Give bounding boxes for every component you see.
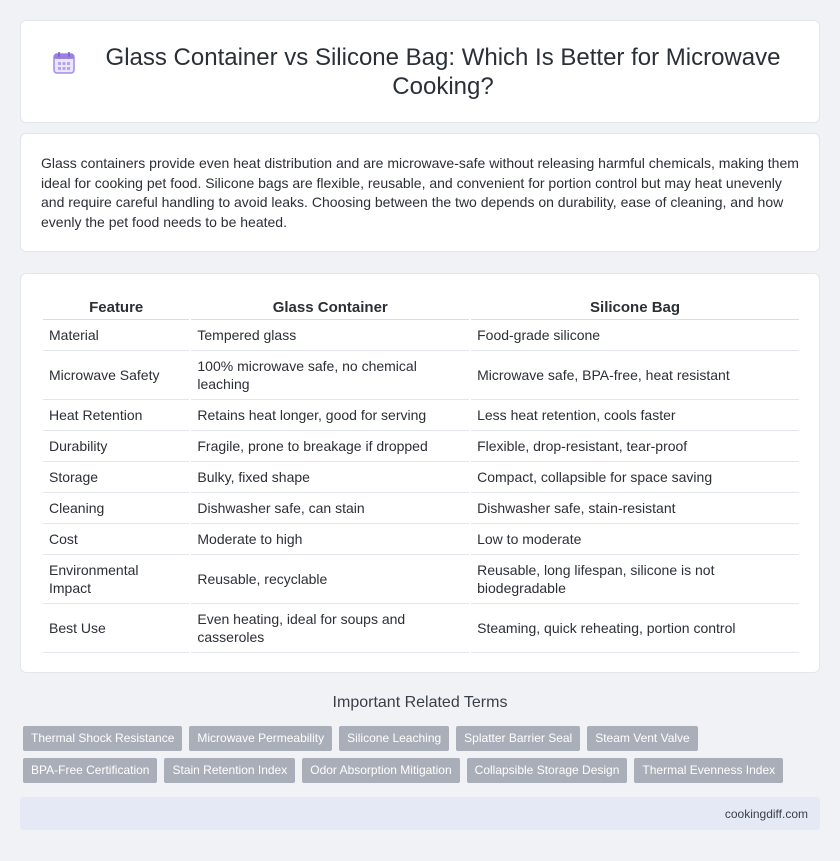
glass-cell: Tempered glass <box>191 320 469 351</box>
table-row <box>43 524 799 555</box>
silicone-cell: Less heat retention, cools faster <box>471 400 799 431</box>
table-row <box>43 462 799 493</box>
table-row <box>43 493 799 524</box>
table-row <box>43 604 799 653</box>
silicone-cell: Steaming, quick reheating, portion control <box>471 604 799 653</box>
glass-cell: Retains heat longer, good for serving <box>191 400 469 431</box>
feature-cell: Microwave Safety <box>43 351 189 400</box>
table-row <box>43 400 799 431</box>
silicone-cell: Dishwasher safe, stain-resistant <box>471 493 799 524</box>
term-tag[interactable]: Thermal Shock Resistance <box>23 726 182 751</box>
intro-card <box>20 133 820 252</box>
glass-cell: 100% microwave safe, no chemical leaching <box>191 351 469 400</box>
comparison-card <box>20 273 820 673</box>
glass-cell: Bulky, fixed shape <box>191 462 469 493</box>
term-tag[interactable]: Stain Retention Index <box>164 758 295 783</box>
silicone-cell: Reusable, long lifespan, silicone is not biodegradable <box>471 555 799 604</box>
silicone-cell: Microwave safe, BPA-free, heat resistant <box>471 351 799 400</box>
feature-cell: Environmental Impact <box>43 555 189 604</box>
term-tag[interactable]: Thermal Evenness Index <box>634 758 783 783</box>
silicone-cell: Food-grade silicone <box>471 320 799 351</box>
related-terms-tags <box>23 726 823 790</box>
footer <box>20 797 820 830</box>
comparison-table <box>43 296 799 653</box>
term-tag[interactable]: Silicone Leaching <box>339 726 449 751</box>
glass-cell: Reusable, recyclable <box>191 555 469 604</box>
calendar-icon <box>51 50 77 76</box>
feature-cell: Material <box>43 320 189 351</box>
glass-cell: Fragile, prone to breakage if dropped <box>191 431 469 462</box>
table-header-row <box>43 296 799 320</box>
feature-cell: Cost <box>43 524 189 555</box>
title-wrap <box>21 43 819 101</box>
glass-cell: Dishwasher safe, can stain <box>191 493 469 524</box>
feature-cell: Heat Retention <box>43 400 189 431</box>
table-row <box>43 431 799 462</box>
silicone-cell: Low to moderate <box>471 524 799 555</box>
term-tag[interactable]: Splatter Barrier Seal <box>456 726 580 751</box>
feature-cell: Best Use <box>43 604 189 653</box>
header-glass-container: Glass Container <box>191 296 469 320</box>
table-row <box>43 320 799 351</box>
header-feature: Feature <box>43 296 189 320</box>
page-title: Glass Container vs Silicone Bag: Which Is Better for Microwave Cooking? <box>105 43 781 100</box>
term-tag[interactable]: Steam Vent Valve <box>587 726 698 751</box>
silicone-cell: Flexible, drop-resistant, tear-proof <box>471 431 799 462</box>
tag-row <box>23 758 823 783</box>
intro-paragraph: Glass containers provide even heat distribution and are microwave-safe without releasing harmful chemicals, making them ideal for cooking pet food. Silicone bags are flexible, reusable, and convenient for portion control but may heat unevenly and require careful handling to avoid leaks. Choosing between the two depends on durability, ease of cleaning, and how evenly the pet food needs to be heated. <box>41 155 799 230</box>
glass-cell: Moderate to high <box>191 524 469 555</box>
silicone-cell: Compact, collapsible for space saving <box>471 462 799 493</box>
feature-cell: Durability <box>43 431 189 462</box>
related-terms-heading: Important Related Terms <box>332 694 508 711</box>
table-row <box>43 555 799 604</box>
header-silicone-bag: Silicone Bag <box>471 296 799 320</box>
feature-cell: Cleaning <box>43 493 189 524</box>
term-tag[interactable]: Odor Absorption Mitigation <box>302 758 459 783</box>
table-row <box>43 351 799 400</box>
footer-site-link[interactable]: cookingdiff.com <box>724 806 808 821</box>
term-tag[interactable]: Collapsible Storage Design <box>467 758 628 783</box>
term-tag[interactable]: Microwave Permeability <box>189 726 332 751</box>
term-tag[interactable]: BPA-Free Certification <box>23 758 157 783</box>
feature-cell: Storage <box>43 462 189 493</box>
title-card <box>20 20 820 123</box>
tag-row <box>23 726 823 751</box>
glass-cell: Even heating, ideal for soups and casseroles <box>191 604 469 653</box>
